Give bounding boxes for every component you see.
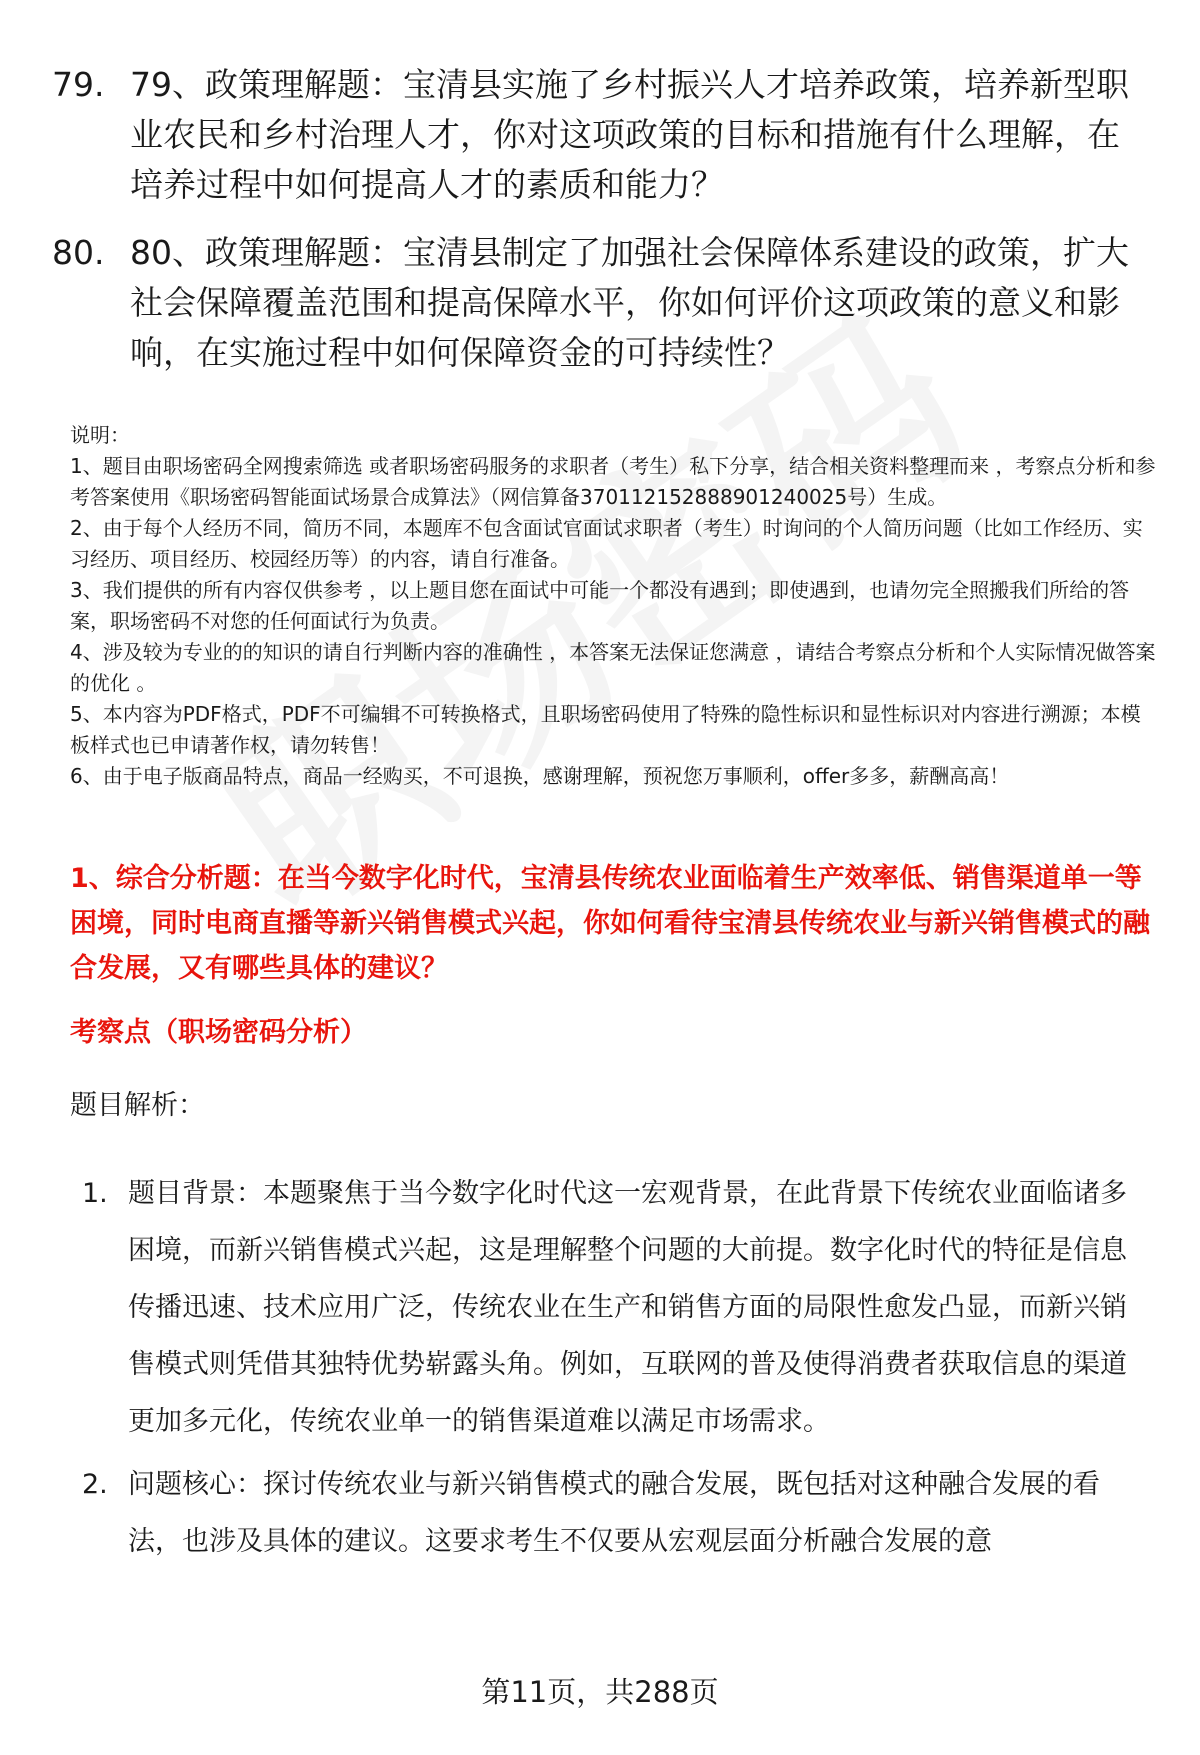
note-item: 4、涉及较为专业的的知识的请自行判断内容的准确性 ，本答案无法保证您满意 ，请结合考察点分析和个人实际情况做答案的优化 。	[70, 640, 1156, 695]
main-question: 1、综合分析题：在当今数字化时代，宝清县传统农业面临着生产效率低、销售渠道单一等困境，同时电商直播等新兴销售模式兴起，你如何看待宝清县传统农业与新兴销售模式的融合发展，又有哪些具体的建议？	[70, 863, 1150, 984]
note-item: 2、由于每个人经历不同，简历不同，本题库不包含面试官面试求职者（考生）时询问的个人简历问题（比如工作经历、实习经历、项目经历、校园经历等）的内容，请自行准备。	[70, 516, 1143, 571]
list-item	[52, 60, 1152, 210]
question-number: 79.	[52, 65, 105, 104]
list-item	[82, 1456, 1152, 1570]
question-text: 79、政策理解题：宝清县实施了乡村振兴人才培养政策，培养新型职业农民和乡村治理人才，你对这项政策的目标和措施有什么理解，在培养过程中如何提高人才的素质和能力？	[130, 65, 1129, 204]
question-text: 80、政策理解题：宝清县制定了加强社会保障体系建设的政策，扩大社会保障覆盖范围和提高保障水平，你如何评价这项政策的意义和影响，在实施过程中如何保障资金的可持续性？	[130, 233, 1129, 372]
analysis-number: 2.	[82, 1469, 108, 1500]
analysis-number: 1.	[82, 1178, 108, 1209]
analysis-text: 题目背景：本题聚焦于当今数字化时代这一宏观背景，在此背景下传统农业面临诸多困境，而新兴销售模式兴起，这是理解整个问题的大前提。数字化时代的特征是信息传播迅速、技术应用广泛，传统农业在生产和销售方面的局限性愈发凸显，而新兴销售模式则凭借其独特优势崭露头角。例如，互联网的普及使得消费者获取信息的渠道更加多元化，传统农业单一的销售渠道难以满足市场需求。	[128, 1178, 1127, 1437]
list-item	[82, 1165, 1152, 1450]
question-number: 80.	[52, 233, 105, 272]
section-heading: 考察点（职场密码分析）	[70, 1017, 367, 1048]
question-list	[52, 60, 1152, 396]
analysis-list	[82, 1165, 1152, 1576]
note-item: 1、题目由职场密码全网搜索筛选 或者职场密码服务的求职者（考生）私下分享，结合相关资料整理而来 ，考察点分析和参考答案使用《职场密码智能面试场景合成算法》（网信算备370112152888901240025号）生成。	[70, 454, 1156, 509]
note-item: 3、我们提供的所有内容仅供参考 ，以上题目您在面试中可能一个都没有遇到；即使遇到，也请勿完全照搬我们所给的答案，职场密码不对您的任何面试行为负责。	[70, 578, 1130, 633]
notes-heading: 说明：	[70, 423, 130, 447]
list-item	[52, 228, 1152, 378]
page-footer: 第11页，共288页	[481, 1675, 719, 1709]
notes-section	[70, 420, 1160, 792]
note-item: 6、由于电子版商品特点，商品一经购买，不可退换，感谢理解，预祝您万事顺利，offer多多，薪酬高高！	[70, 764, 1010, 788]
analysis-title: 题目解析：	[70, 1090, 205, 1121]
note-item: 5、本内容为PDF格式，PDF不可编辑不可转换格式，且职场密码使用了特殊的隐性标识和显性标识对内容进行溯源；本模板样式也已申请著作权，请勿转售！	[70, 702, 1141, 757]
analysis-text: 问题核心：探讨传统农业与新兴销售模式的融合发展，既包括对这种融合发展的看法，也涉及具体的建议。这要求考生不仅要从宏观层面分析融合发展的意	[128, 1469, 1100, 1557]
